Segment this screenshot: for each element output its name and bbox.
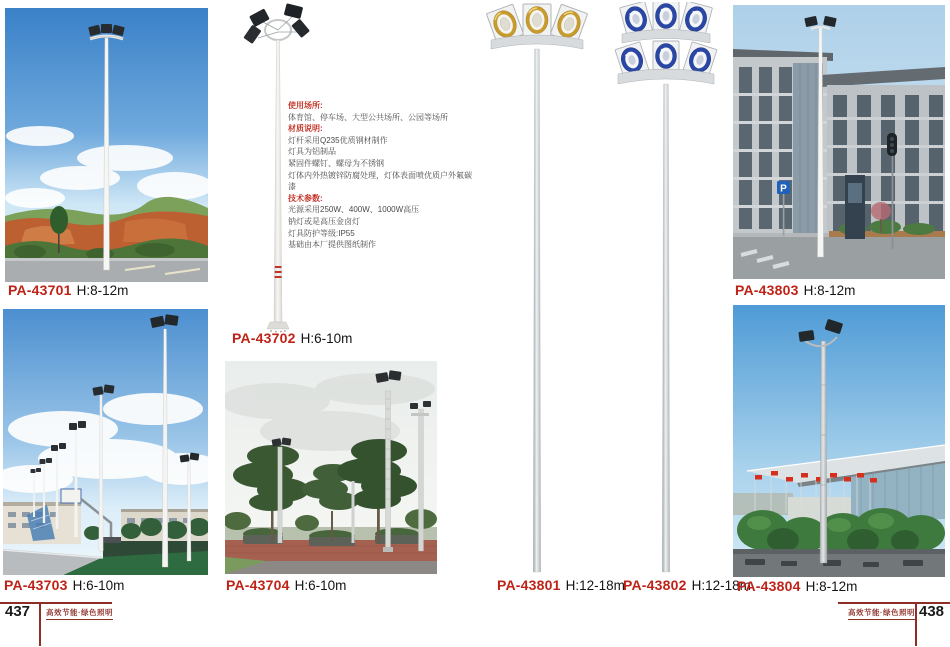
photo-pa-43804 [733,305,945,577]
product-code: PA-43802 [623,577,687,593]
double-ring-lamp-pole-illustration [612,2,722,575]
label-pa-43704 [226,577,346,594]
product-height: H:6-10m [72,578,125,593]
label-pa-43804 [737,578,857,595]
ring-lamp-pole-illustration [483,2,593,575]
photo-pa-43701 [5,8,208,282]
spec-line: 灯体内外热镀锌防腐处理，灯体表面喷优质户外氟碳漆 [288,170,472,192]
red-bands [275,266,282,278]
product-height: H:8-12m [76,283,129,298]
spec-line: 紧固件螺钉、螺母为不锈钢 [288,158,384,168]
spec-line: 钠灯或是高压金卤灯 [288,216,360,226]
product-code: PA-43701 [8,282,72,298]
product-height: H:6-10m [294,578,347,593]
product-code: PA-43803 [735,282,799,298]
spec-text-block [288,100,473,251]
kiosk [845,175,865,239]
label-pa-43801 [497,577,625,594]
product-code: PA-43703 [4,577,68,593]
plaza-building-pole-photo [733,305,945,577]
photo-pa-43803 [733,5,945,279]
product-height: H:6-10m [300,331,353,346]
spec-line: 使用场所: [288,101,323,110]
drawing-pa-43802 [612,2,722,575]
spec-line: 灯具防护等级:IP55 [288,228,355,238]
floodlight-cluster-icon [243,3,310,44]
product-height: H:12-18m [565,578,625,593]
product-code: PA-43801 [497,577,561,593]
label-pa-43702 [232,330,352,347]
page-number-left: 437 [5,603,31,620]
drawing-pa-43801 [483,2,593,575]
spec-line: 光源采用250W、400W、1000W高压 [288,205,420,215]
label-pa-43701 [8,282,128,299]
product-height: H:12-18m [691,578,751,593]
spec-line: 灯具为铝制品 [288,147,336,157]
product-code: PA-43804 [737,578,801,594]
svg-text:P: P [780,183,787,195]
spec-line: 材质说明: [288,124,323,134]
park-lattice-poles-photo [225,361,437,574]
spec-line: 灯杆采用Q235优质钢材制作 [288,135,388,145]
product-height: H:8-12m [805,579,858,594]
photo-pa-43703 [3,309,208,575]
footer-slogan-right: 高效节能·绿色照明 [848,607,915,620]
spec-line: 基础由本厂提供图纸制作 [288,240,376,250]
product-height: H:8-12m [803,283,856,298]
product-code: PA-43704 [226,577,290,593]
footer-divider-right [915,602,917,646]
product-code: PA-43702 [232,330,296,346]
spec-line: 体育馆、停车场、大型公共场所、公园等场所 [288,112,448,122]
spec-line: 技术参数: [288,193,323,203]
court-poles-photo [3,309,208,575]
footer-divider-left [39,602,41,646]
label-pa-43803 [735,282,855,299]
page-number-right: 438 [919,603,945,620]
footer-slogan-left: 高效节能·绿色照明 [46,607,113,620]
office-building-pole-photo [733,5,945,279]
label-pa-43703 [4,577,124,594]
photo-pa-43704 [225,361,437,574]
floodlight-pole-red-hills-photo [5,8,208,282]
label-pa-43802 [623,577,751,594]
